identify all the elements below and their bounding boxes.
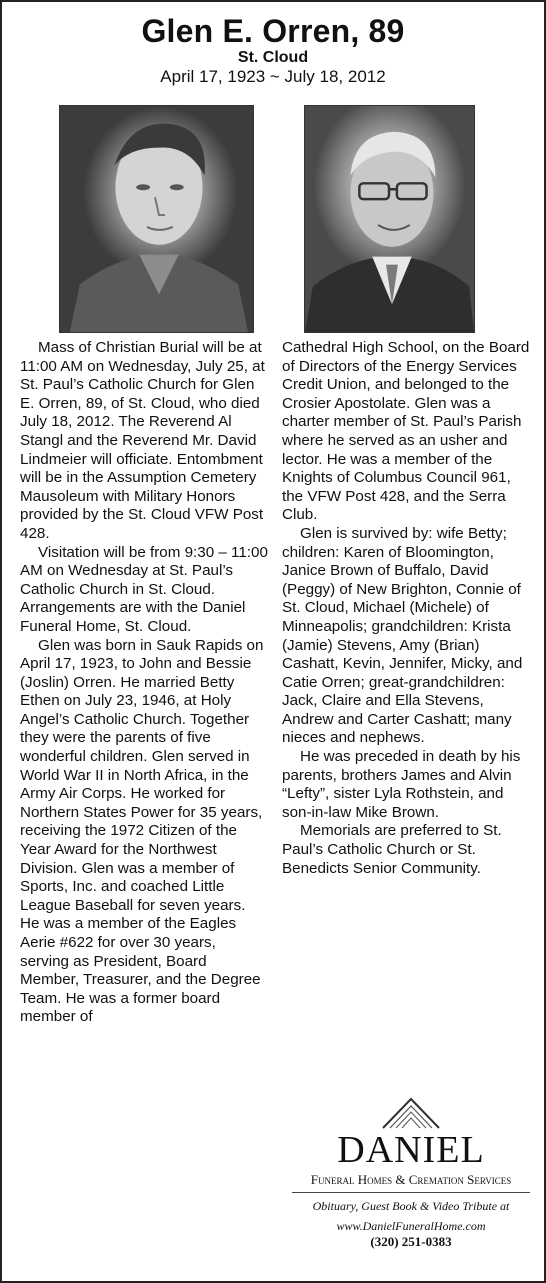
paragraph-preceded: He was preceded in death by his parents, brothers James and Alvin “Lefty”, sister Lyla Rothstein, and son-in-law Mike Brown. — [282, 748, 521, 821]
portrait-elderly-icon — [305, 106, 474, 332]
obituary-city: St. Cloud — [237, 49, 309, 66]
paragraph-biography-continued: Cathedral High School, on the Board of Directors of the Energy Services Credit Union, and belonged to the Crosier Apostolate. Glen was a charter member of St. Paul’s Parish where he served as an usher and lector. He was a member of the Knights of Columbus Council 961, the VFW Post 428, and the Serra Club. — [282, 339, 530, 524]
portrait-elderly-photo — [304, 105, 475, 333]
text-column-left — [20, 339, 268, 1027]
paragraph-biography: Glen was born in Sauk Rapids on April 17, 1923, to John and Bessie (Joslin) Orren. He married Betty Ethen on July 23, 1946, at Holy Angel’s Catholic Church. Together they were the parents of five wonderful children. Glen served in World War II in North Africa, in the Army Air Corps. He worked for Northern States Power for 35 years, receiving the 1972 Citizen of the Year Award for the Northwest Division. Glen was a member of Sports, Inc. and coached Little League Baseball for seven years. He was a member of the Eagles Aerie #622 for over 30 years, serving as President, Board Member, Treasurer, and the Degree Team. He was a former board member of — [20, 636, 264, 1026]
obituary-header — [2, 2, 544, 87]
funeral-home-name: DANIEL — [337, 1129, 485, 1171]
paragraph-visitation: Visitation will be from 9:30 – 11:00 AM on Wednesday at St. Paul’s Catholic Church in St. Cloud. Arrangements are with the Daniel Funeral Home, St. Cloud. — [20, 543, 268, 635]
paragraph-survivors: Glen is survived by: wife Betty; children: Karen of Bloomington, Janice Brown of Buffalo, David (Peggy) of New Brighton, Connie of St. Cloud, Michael (Michele) of Minneapolis; grandchildren: Krista (Jamie) Stevens, Amy (Brian) Cashatt, Kevin, Jennifer, Micky, and Catie Orren; great-grandchildren: Jack, Claire and Ella Stevens, Andrew and Carter Cashatt; many nieces and nephews. — [282, 524, 523, 747]
text-column-right — [282, 339, 530, 1027]
obituary-dates: April 17, 1923 ~ July 18, 2012 — [160, 67, 386, 86]
funeral-home-roof-icon — [381, 1096, 441, 1130]
funeral-home-phone: (320) 251-0383 — [370, 1234, 452, 1249]
photo-row — [2, 105, 544, 335]
funeral-home-logo — [286, 1096, 536, 1251]
funeral-home-subtitle: Funeral Homes & Cremation Services — [292, 1172, 530, 1193]
portrait-young-icon — [60, 106, 253, 332]
portrait-young-photo — [59, 105, 254, 333]
obituary-title: Glen E. Orren, 89 — [141, 13, 405, 49]
funeral-home-website[interactable]: www.DanielFuneralHome.com — [336, 1219, 486, 1233]
funeral-home-tagline: Obituary, Guest Book & Video Tribute at — [312, 1199, 510, 1213]
paragraph-service: Mass of Christian Burial will be at 11:00 AM on Wednesday, July 25, at St. Paul’s Catholic Church for Glen E. Orren, 89, of St. Cloud, who died July 18, 2012. The Reverend Al Stangl and the Reverend Mr. David Lindmeier will officiate. Entombment will be in the Assumption Cemetery Mausoleum with Military Honors provided by the St. Cloud VFW Post 428. — [20, 339, 265, 542]
paragraph-memorials: Memorials are preferred to St. Paul’s Catholic Church or St. Benedicts Senior Community. — [282, 822, 502, 877]
obituary-body — [20, 339, 530, 1027]
